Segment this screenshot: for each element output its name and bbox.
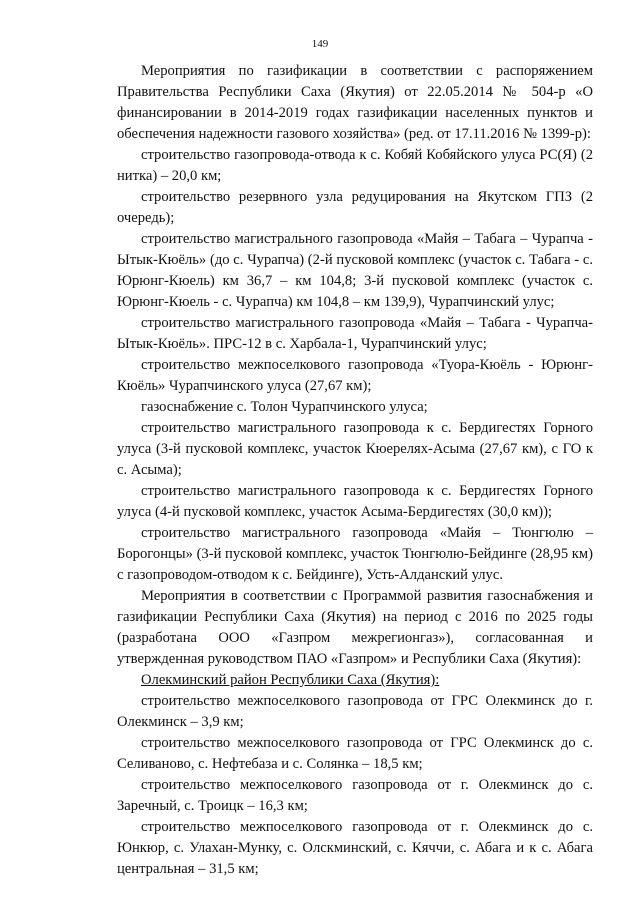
- paragraph: строительство межпоселкового газопровода от ГРС Олекминск до г. Олекминск – 3,9 км;: [117, 693, 593, 730]
- paragraph: строительство резервного узла редуцирования на Якутском ГПЗ (2 очередь);: [117, 189, 593, 226]
- paragraph: строительство межпоселкового газопровода от г. Олекминск до с. Юнкюр, с. Улахан-Мунку, с. Олскминский, с. Кяччи, с. Абага и к с. Абага центральная – 31,5 км;: [117, 819, 593, 877]
- document-body: [117, 61, 593, 880]
- paragraph: строительство магистрального газопровода к с. Бердигестях Горного улуса (3-й пусковой комплекс, участок Кюерелях-Асыма (27,67 км), с ГО к с. Асыма);: [117, 420, 593, 478]
- paragraph: строительство межпоселкового газопровода от г. Олекминск до с. Заречный, с. Троицк – 16,3 км;: [117, 777, 593, 814]
- paragraph: строительство магистрального газопровода к с. Бердигестях Горного улуса (4-й пусковой комплекс, участок Асыма-Бердигестях (30,0 км));: [117, 483, 593, 520]
- section-heading: Олекминский район Республики Саха (Якутия):: [141, 672, 440, 688]
- paragraph: строительство магистрального газопровода «Майя – Тюнгюлю – Борогонцы» (3-й пусковой комплекс, участок Тюнгюлю-Бейдинге (28,95 км) с газопроводом-отводом к с. Бейдинге), Усть-Алданский улус.: [117, 525, 593, 583]
- page-number: 149: [311, 38, 329, 50]
- paragraph: строительство межпоселкового газопровода «Туора-Кюёль - Юрюнг-Кюёль» Чурапчинского улуса (27,67 км);: [117, 357, 593, 394]
- paragraph: строительство межпоселкового газопровода от ГРС Олекминск до с. Селиваново, с. Нефтебаза и с. Солянка – 18,5 км;: [117, 735, 593, 772]
- paragraph: Мероприятия в соответствии с Программой развития газоснабжения и газификации Республики Саха (Якутия) на период с 2016 по 2025 годы (разработана ООО «Газпром межрегионгаз»), согласованная и утвержденная руководством ПАО «Газпром» и Республики Саха (Якутия):: [117, 588, 593, 667]
- paragraph: строительство газопровода-отвода к с. Кобяй Кобяйского улуса РС(Я) (2 нитка) – 20,0 км;: [117, 147, 593, 184]
- paragraph: строительство магистрального газопровода «Майя – Табага – Чурапча - Ытык-Кюёль» (до с. Чурапча) (2-й пусковой комплекс (участок с. Табага - с. Юрюнг-Кюель) км 36,7 – км 104,8; 3-й пусковой комплекс (участок с. Юрюнг-Кюель - с. Чурапча) км 104,8 – км 139,9), Чурапчинский улус;: [117, 231, 593, 310]
- section-heading-paragraph: [117, 670, 593, 691]
- paragraph: Мероприятия по газификации в соответствии с распоряжением Правительства Республики Саха (Якутия) от 22.05.2014 № 504-р «О финансировании в 2014-2019 годах газификации населенных пунктов и обеспечения надежности газового хозяйства» (ред. от 17.11.2016 № 1399-р):: [117, 63, 593, 142]
- paragraph: строительство магистрального газопровода «Майя – Табага - Чурапча-Ытык-Кюёль». ПРС-12 в с. Харбала-1, Чурапчинский улус;: [117, 315, 593, 352]
- paragraph: газоснабжение с. Толон Чурапчинского улуса;: [141, 399, 428, 415]
